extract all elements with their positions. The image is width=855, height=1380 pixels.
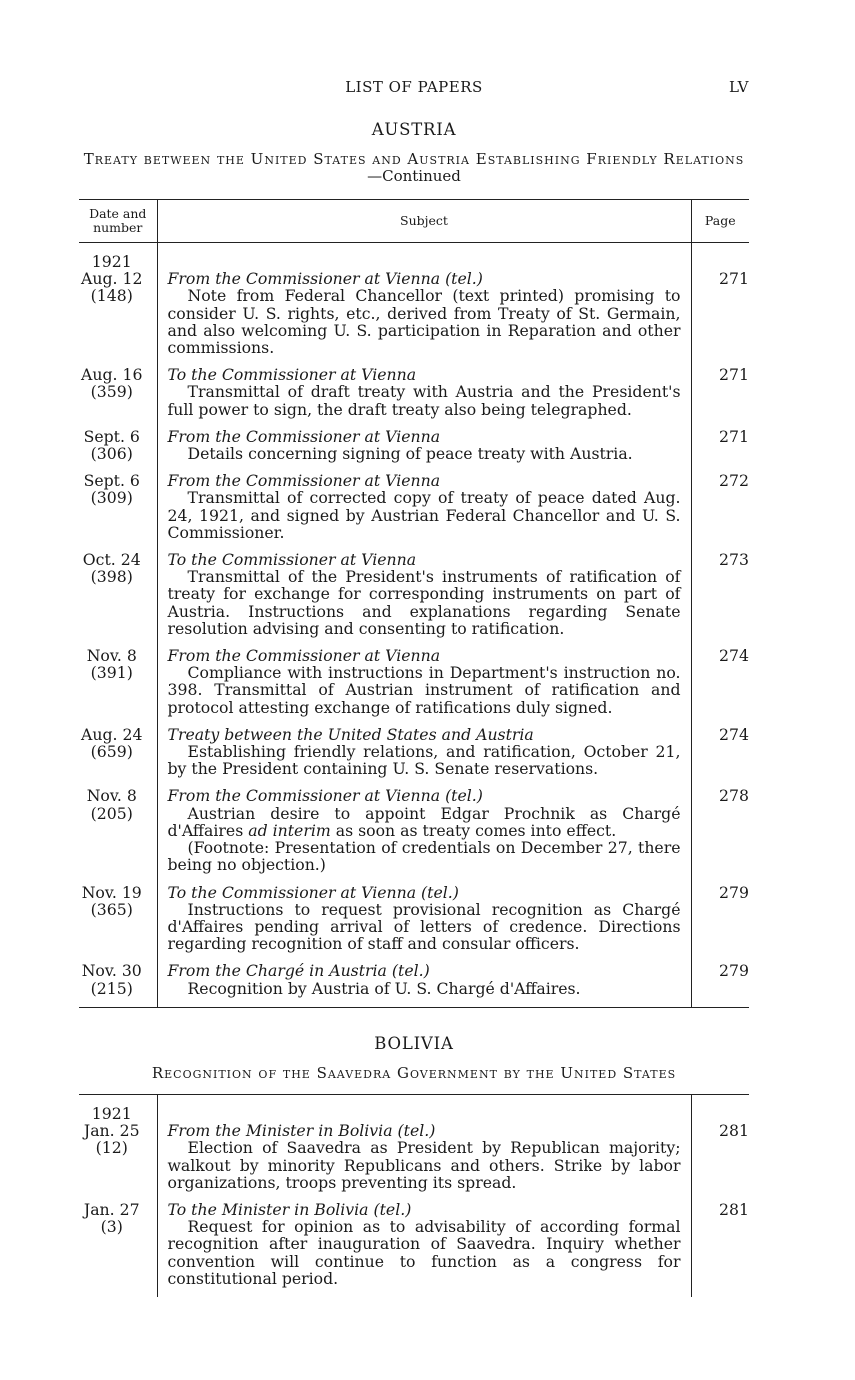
bolivia-table-body bbox=[79, 1095, 749, 1297]
entry-page: 272 bbox=[719, 471, 749, 491]
year-spacer bbox=[168, 253, 681, 270]
page-cell bbox=[691, 726, 749, 788]
date-cell bbox=[79, 1201, 157, 1297]
table-row bbox=[79, 253, 749, 366]
date-cell bbox=[79, 551, 157, 647]
entry-number: (365) bbox=[90, 899, 133, 919]
entry-correspondent: To the Commissioner at Vienna bbox=[167, 550, 417, 570]
column-header-page: Page bbox=[704, 213, 736, 228]
section-title-text: Treaty between the United States and Austria Establishing Friendly Relations bbox=[83, 150, 745, 168]
page-cell bbox=[691, 551, 749, 647]
table-row bbox=[79, 962, 749, 1006]
page-cell bbox=[691, 1201, 749, 1297]
table-row bbox=[79, 726, 749, 788]
date-cell bbox=[79, 962, 157, 1006]
entry-number: (306) bbox=[90, 444, 133, 464]
table-row bbox=[79, 472, 749, 551]
entry-page: 271 bbox=[719, 269, 749, 289]
entry-correspondent: From the Commissioner at Vienna bbox=[167, 426, 441, 446]
subject-cell bbox=[157, 647, 691, 726]
entry-number: (215) bbox=[90, 978, 133, 998]
entry-page: 281 bbox=[719, 1200, 749, 1220]
entry-date: Jan. 25 bbox=[83, 1121, 140, 1141]
year-spacer bbox=[692, 1105, 750, 1122]
subject-cell bbox=[157, 884, 691, 963]
table-row bbox=[79, 1201, 749, 1297]
entry-date: Nov. 19 bbox=[81, 882, 142, 902]
entry-date: Nov. 30 bbox=[81, 961, 142, 981]
page-cell bbox=[691, 884, 749, 963]
date-cell bbox=[79, 647, 157, 726]
table-end-rule bbox=[79, 1007, 749, 1008]
entry-number: (359) bbox=[90, 382, 133, 402]
subject-cell bbox=[157, 253, 691, 366]
year-spacer bbox=[168, 1105, 681, 1122]
entry-summary-italic: ad interim bbox=[248, 820, 331, 840]
column-header-subject: Subject bbox=[157, 200, 691, 243]
date-cell bbox=[79, 1105, 157, 1201]
entry-summary: Recognition by Austria of U. S. Chargé d'Affaires. bbox=[187, 978, 581, 998]
subject-cell bbox=[157, 366, 691, 428]
page-cell bbox=[691, 647, 749, 726]
entry-number: (659) bbox=[90, 742, 133, 762]
entry-page: 281 bbox=[719, 1121, 749, 1141]
date-cell bbox=[79, 253, 157, 366]
austria-papers-table bbox=[79, 199, 749, 1007]
entry-correspondent: Treaty between the United States and Austria bbox=[167, 724, 534, 744]
entry-number: (309) bbox=[90, 488, 133, 508]
section-title-bolivia: Recognition of the Saavedra Government by the United States bbox=[151, 1064, 677, 1082]
subject-cell bbox=[157, 962, 691, 1006]
entry-page: 274 bbox=[719, 646, 749, 666]
date-cell bbox=[79, 366, 157, 428]
entry-correspondent: To the Minister in Bolivia (tel.) bbox=[167, 1200, 412, 1220]
entry-date: Aug. 16 bbox=[81, 365, 143, 385]
date-cell bbox=[79, 726, 157, 788]
entry-page: 271 bbox=[719, 365, 749, 385]
entry-correspondent: From the Commissioner at Vienna (tel.) bbox=[167, 786, 483, 806]
year-spacer bbox=[692, 253, 750, 270]
entry-page: 278 bbox=[719, 786, 749, 806]
table-row bbox=[79, 551, 749, 647]
entry-date: Aug. 12 bbox=[81, 269, 143, 289]
entry-page: 279 bbox=[719, 882, 749, 902]
table-row bbox=[79, 787, 749, 883]
entry-date: Nov. 8 bbox=[86, 786, 137, 806]
page-cell bbox=[691, 1105, 749, 1201]
page-cell bbox=[691, 472, 749, 551]
page-number: LV bbox=[728, 78, 749, 96]
entry-date: Aug. 24 bbox=[81, 724, 143, 744]
table-row bbox=[79, 647, 749, 726]
table-row bbox=[79, 1105, 749, 1201]
subject-cell bbox=[157, 1105, 691, 1201]
column-header-date: Date and number bbox=[89, 206, 147, 235]
entry-correspondent: From the Commissioner at Vienna (tel.) bbox=[167, 269, 483, 289]
entry-summary: Transmittal of draft treaty with Austria and the President's full power to sign, the draft treaty also being telegraphed. bbox=[167, 382, 681, 419]
table-row bbox=[79, 366, 749, 428]
page-cell bbox=[691, 428, 749, 472]
austria-table-body bbox=[79, 243, 749, 1007]
table-row bbox=[79, 884, 749, 963]
entry-number: (391) bbox=[90, 663, 133, 683]
bolivia-papers-table bbox=[79, 1094, 749, 1297]
entry-page: 271 bbox=[719, 426, 749, 446]
entry-summary: Transmittal of the President's instruments of ratification of treaty for exchange for corresponding instruments on part of Austria. Instructions and explanations regarding Senate resolution advising and consenting to ratification. bbox=[167, 567, 681, 638]
austria-table-wrap bbox=[79, 199, 749, 1008]
section-title-austria bbox=[79, 151, 749, 185]
date-cell bbox=[79, 472, 157, 551]
date-cell bbox=[79, 787, 157, 883]
bolivia-table-wrap bbox=[79, 1094, 749, 1297]
entry-summary: Election of Saavedra as President by Republican majority; walkout by minority Republicans and others. Strike by labor organizations, troops preventing its spread. bbox=[167, 1138, 681, 1192]
subject-cell bbox=[157, 551, 691, 647]
subject-cell bbox=[157, 428, 691, 472]
entry-date: Nov. 8 bbox=[86, 646, 137, 666]
country-heading-austria: AUSTRIA bbox=[371, 120, 457, 139]
entry-date: Sept. 6 bbox=[83, 426, 140, 446]
country-heading-bolivia: BOLIVIA bbox=[374, 1034, 454, 1053]
entry-page: 274 bbox=[719, 724, 749, 744]
entry-number: (398) bbox=[90, 567, 133, 587]
date-cell bbox=[79, 428, 157, 472]
table-row bbox=[79, 428, 749, 472]
entry-correspondent: To the Commissioner at Vienna bbox=[167, 365, 417, 385]
entry-year: 1921 bbox=[91, 1104, 132, 1123]
entry-number: (205) bbox=[90, 803, 133, 823]
entry-number: (3) bbox=[100, 1217, 123, 1237]
entry-date: Jan. 27 bbox=[83, 1200, 140, 1220]
page-cell bbox=[691, 253, 749, 366]
entry-summary: Note from Federal Chancellor (text printed) promising to consider U. S. rights, etc., derived from Treaty of St. Germain, and also welcoming U. S. participation in Reparation and other commissions. bbox=[167, 286, 681, 358]
entry-correspondent: From the Chargé in Austria (tel.) bbox=[167, 961, 430, 981]
entry-summary: Request for opinion as to advisability of according formal recognition after inauguration of Saavedra. Inquiry whether convention will continue to function as a congress for constitutional period. bbox=[167, 1217, 681, 1288]
entry-number: (12) bbox=[95, 1138, 128, 1158]
subject-cell bbox=[157, 787, 691, 883]
entry-summary-part: as soon as treaty comes into effect. bbox=[330, 820, 617, 840]
entry-summary: Transmittal of corrected copy of treaty of peace dated Aug. 24, 1921, and signed by Austrian Federal Chancellor and U. S. Commissioner. bbox=[167, 488, 681, 542]
table-header-row bbox=[79, 200, 749, 243]
entry-number: (148) bbox=[90, 286, 133, 306]
date-cell bbox=[79, 884, 157, 963]
entry-summary: Compliance with instructions in Department's instruction no. 398. Transmittal of Austrian instrument of ratification and protocol attesting exchange of ratifications duly signed. bbox=[167, 663, 681, 717]
entry-summary: Details concerning signing of peace treaty with Austria. bbox=[187, 444, 633, 464]
subject-cell bbox=[157, 472, 691, 551]
entry-page: 279 bbox=[719, 961, 749, 981]
subject-cell bbox=[157, 726, 691, 788]
entry-year: 1921 bbox=[91, 252, 132, 271]
continued-label: —Continued bbox=[367, 167, 461, 185]
entry-date: Sept. 6 bbox=[83, 471, 140, 491]
subject-cell bbox=[157, 1201, 691, 1297]
entry-correspondent: From the Commissioner at Vienna bbox=[167, 646, 441, 666]
entry-correspondent: To the Commissioner at Vienna (tel.) bbox=[167, 882, 459, 902]
running-head-title: LIST OF PAPERS bbox=[345, 78, 483, 96]
entry-correspondent: From the Commissioner at Vienna bbox=[167, 471, 441, 491]
entry-footnote: (Footnote: Presentation of credentials on December 27, there being no objection.) bbox=[167, 838, 681, 875]
page-cell bbox=[691, 366, 749, 428]
entry-correspondent: From the Minister in Bolivia (tel.) bbox=[167, 1121, 436, 1141]
entry-page: 273 bbox=[719, 550, 749, 570]
entry-summary-part: Austrian desire to appoint Edgar Prochnik as Chargé d'Affaires bbox=[167, 803, 681, 840]
entry-summary: Instructions to request provisional recognition as Chargé d'Affaires pending arrival of letters of credence. Directions regarding recognition of staff and consular officers. bbox=[167, 899, 681, 954]
page-cell bbox=[691, 787, 749, 883]
entry-date: Oct. 24 bbox=[82, 550, 141, 570]
running-head bbox=[79, 78, 749, 98]
entry-summary bbox=[168, 805, 681, 839]
entry-summary: Establishing friendly relations, and ratification, October 21, by the President containing U. S. Senate reservations. bbox=[167, 742, 681, 779]
page-cell bbox=[691, 962, 749, 1006]
